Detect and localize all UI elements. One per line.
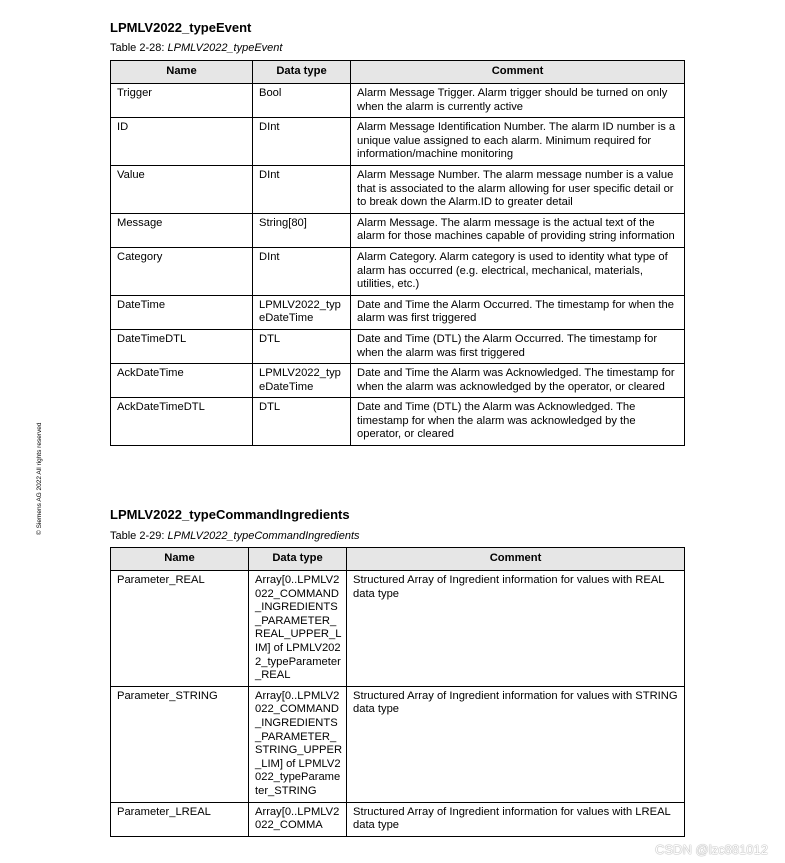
cell-data-type: Array[0..LPMLV2022_COMMAND_INGREDIENTS_PARAMETER_REAL_UPPER_LIM] of LPMLV2022_typeParameter_REAL [249,571,347,687]
table-row [111,247,685,295]
table-row [111,686,685,802]
cell-comment: Date and Time the Alarm Occurred. The timestamp for when the alarm was first triggered [351,295,685,329]
caption-title: LPMLV2022_typeCommandIngredients [167,530,360,542]
cell-name: ID [111,118,253,166]
table-caption-2-28 [110,42,282,55]
copyright-notice: © Siemens AG 2022 All rights reserved [36,422,43,535]
csdn-watermark: CSDN @lzc881012 [655,842,768,857]
table-header-row [111,61,685,84]
cell-data-type: DInt [253,165,351,213]
cell-comment: Date and Time the Alarm was Acknowledged. The timestamp for when the alarm was acknowledged by the operator, or cleared [351,364,685,398]
cell-comment: Alarm Message Number. The alarm message number is a value that is associated to the alarm allowing for user specific detail or to break down the Alarm.ID to greater detail [351,165,685,213]
table-type-command-ingredients [110,547,685,837]
cell-comment: Date and Time (DTL) the Alarm Occurred. The timestamp for when the alarm was first triggered [351,329,685,363]
column-header-data-type: Data type [253,61,351,84]
cell-comment: Alarm Message Identification Number. The alarm ID number is a unique value assigned to each alarm. Minimum required for information/machine monitoring [351,118,685,166]
cell-comment: Alarm Message. The alarm message is the actual text of the alarm for those machines capable of providing string information [351,213,685,247]
cell-name: DateTime [111,295,253,329]
cell-name: Trigger [111,84,253,118]
column-header-comment: Comment [347,548,685,571]
cell-data-type: String[80] [253,213,351,247]
cell-comment: Alarm Message Trigger. Alarm trigger should be turned on only when the alarm is currently active [351,84,685,118]
cell-name: DateTimeDTL [111,329,253,363]
column-header-name: Name [111,548,249,571]
cell-name: Category [111,247,253,295]
cell-name: Message [111,213,253,247]
caption-prefix: Table 2-28: [110,42,165,54]
cell-name: AckDateTimeDTL [111,398,253,446]
cell-data-type: DInt [253,247,351,295]
cell-data-type: Array[0..LPMLV2022_COMMA [249,802,347,836]
table-row [111,364,685,398]
cell-name: Parameter_REAL [111,571,249,687]
table-row [111,571,685,687]
cell-data-type: DTL [253,329,351,363]
column-header-data-type: Data type [249,548,347,571]
cell-comment: Structured Array of Ingredient information for values with STRING data type [347,686,685,802]
cell-name: Parameter_STRING [111,686,249,802]
table-row [111,118,685,166]
caption-prefix: Table 2-29: [110,530,165,542]
table-row [111,329,685,363]
cell-data-type: LPMLV2022_typeDateTime [253,295,351,329]
cell-data-type: DTL [253,398,351,446]
caption-title: LPMLV2022_typeEvent [167,42,283,54]
column-header-comment: Comment [351,61,685,84]
column-header-name: Name [111,61,253,84]
table-row [111,295,685,329]
table-row [111,802,685,836]
cell-name: AckDateTime [111,364,253,398]
table-type-event [110,60,685,446]
cell-data-type: LPMLV2022_typeDateTime [253,364,351,398]
section-heading-type-event: LPMLV2022_typeEvent [110,20,252,35]
cell-comment: Alarm Category. Alarm category is used to identity what type of alarm has occurred (e.g. electrical, mechanical, materials, utilities, etc.) [351,247,685,295]
table-row [111,84,685,118]
section-heading-type-command-ingredients: LPMLV2022_typeCommandIngredients [110,507,350,522]
table-header-row [111,548,685,571]
cell-comment: Structured Array of Ingredient information for values with REAL data type [347,571,685,687]
table-caption-2-29 [110,530,360,543]
cell-comment: Structured Array of Ingredient information for values with LREAL data type [347,802,685,836]
table-row [111,398,685,446]
cell-comment: Date and Time (DTL) the Alarm was Acknowledged. The timestamp for when the alarm was acknowledged by the operator, or cleared [351,398,685,446]
table-row [111,165,685,213]
cell-name: Parameter_LREAL [111,802,249,836]
cell-data-type: Array[0..LPMLV2022_COMMAND_INGREDIENTS_PARAMETER_STRING_UPPER_LIM] of LPMLV2022_typeParameter_STRING [249,686,347,802]
table-row [111,213,685,247]
cell-name: Value [111,165,253,213]
cell-data-type: Bool [253,84,351,118]
cell-data-type: DInt [253,118,351,166]
